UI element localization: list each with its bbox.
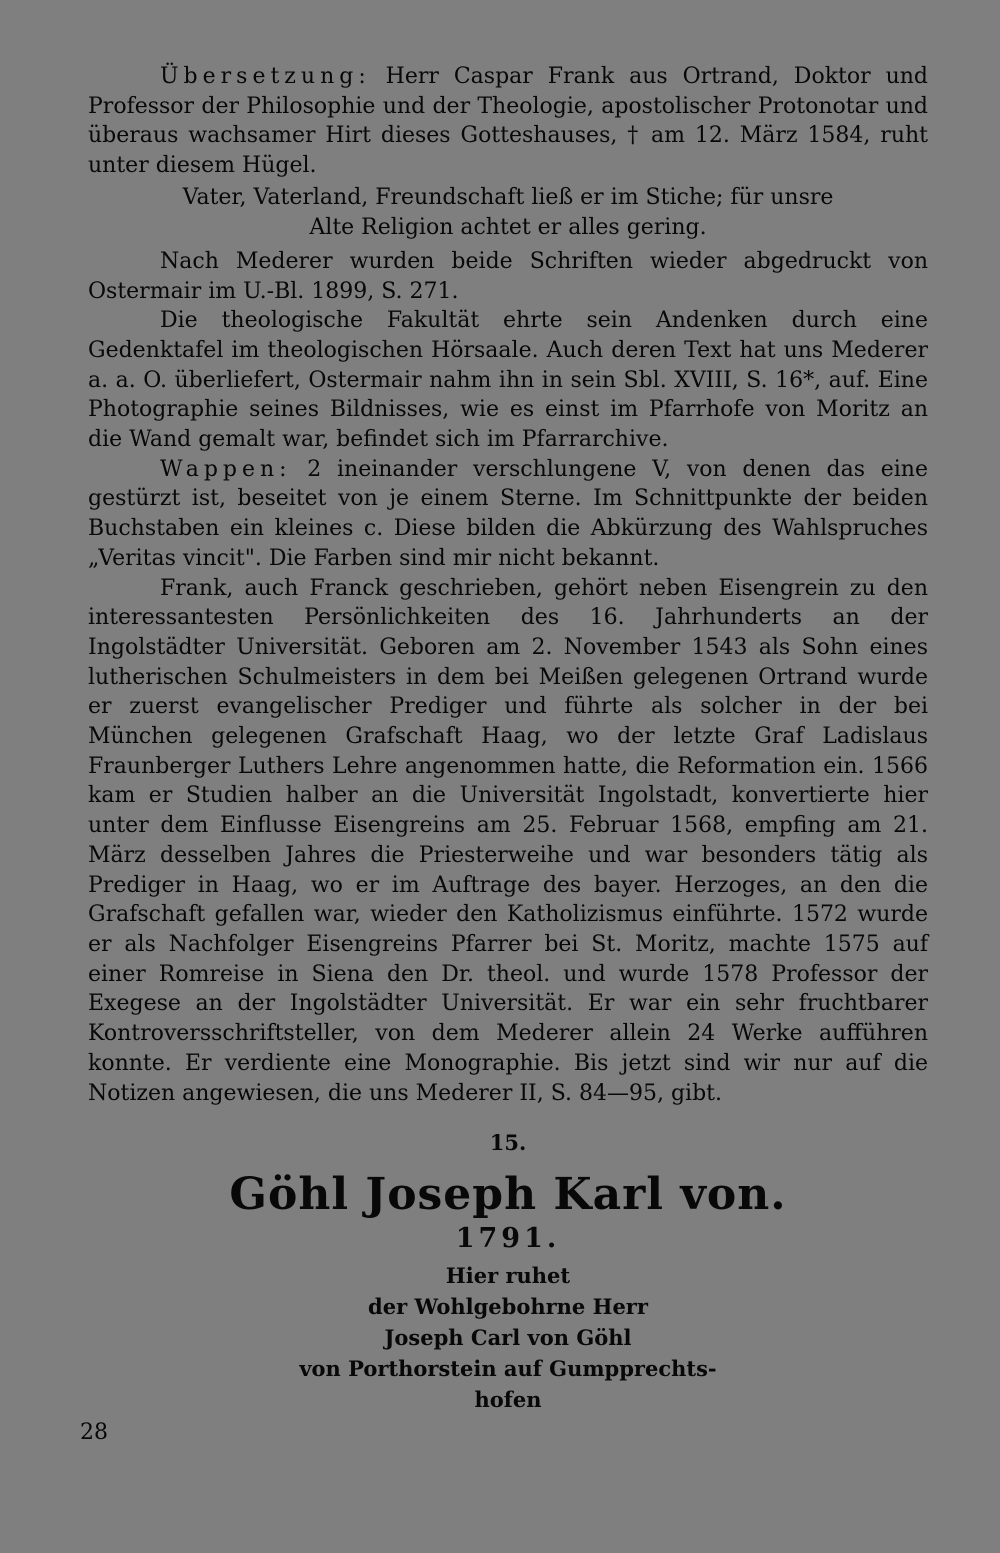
verse-line-1: Vater, Vaterland, Freundschaft ließ er im Stiche; für unsre xyxy=(182,184,834,210)
paragraph-faculty: Die theologische Fakultät ehrte sein Andenken durch eine Gedenktafel im theologischen Hörsaale. Auch deren Text hat uns Mederer a. a. O. überliefert, Ostermair nahm ihn in sein Sbl. XVIII, S. 16*, auf. Eine Photographie seines Bildnisses, wie es einst im Pfarrhofe von Moritz an die Wand gemalt war, befindet sich im Pfarrarchive. xyxy=(88,308,928,453)
wappen-text: 2 ineinander verschlungene V, von denen das eine gestürzt ist, beseitet von je einem Sterne. Im Schnittpunkte der beiden Buchstaben ein kleines c. Diese bilden die Abkürzung des Wahlspruches „Veritas vincit". Die Farben sind mir nicht bekannt. xyxy=(88,456,928,571)
inscription-line-4: von Porthorstein auf Gumpprechts- xyxy=(299,1356,717,1382)
translation-text: Herr Caspar Frank aus Ortrand, Doktor und Professor der Philosophie und der Theologie, apostolischer Protonotar und überaus wachsamer Hirt dieses Gotteshauses, † am 12. März 1584, ruht unter diesem Hügel. xyxy=(88,64,928,179)
translation-label: Übersetzung: xyxy=(160,64,371,89)
wappen-label: Wappen: xyxy=(160,456,292,482)
inscription-line-2: der Wohlgebohrne Herr xyxy=(368,1294,648,1320)
inscription-line-5: hofen xyxy=(474,1387,542,1413)
page-content xyxy=(88,62,928,1415)
paragraph-mederer: Nach Mederer wurden beide Schriften wieder abgedruckt von Ostermair im U.-Bl. 1899, S. 271. xyxy=(88,248,928,304)
verse-line-2: Alte Religion achtet er alles gering. xyxy=(309,214,707,240)
section-title: Göhl Joseph Karl von. xyxy=(229,1169,787,1221)
section-number: 15. xyxy=(489,1130,527,1156)
inscription-line-1: Hier ruhet xyxy=(445,1263,571,1289)
wappen-paragraph xyxy=(88,455,928,574)
section-year: 1791. xyxy=(455,1223,561,1255)
inscription-line-3: Joseph Carl von Göhl xyxy=(384,1325,632,1351)
biography-paragraph: Frank, auch Franck geschrieben, gehört neben Eisengrein zu den interessantesten Persönlichkeiten des 16. Jahrhunderts an der Ingolstädter Universität. Geboren am 2. November 1543 als Sohn eines lutherischen Schulmeisters in dem bei Meißen gelegenen Ortrand wurde er zuerst evangelischer Prediger und führte als solcher in der bei München gelegenen Grafschaft Haag, wo der letzte Graf Ladislaus Fraunberger Luthers Lehre angenommen hatte, die Reformation ein. 1566 kam er Studien halber an die Universität Ingolstadt, konvertierte hier unter dem Einflusse Eisengreins am 25. Februar 1568, empfing am 21. März desselben Jahres die Priesterweihe und war besonders tätig als Prediger in Haag, wo er im Auftrage des bayer. Herzoges, an den die Grafschaft gefallen war, wieder den Katholizismus einführte. 1572 wurde er als Nachfolger Eisengreins Pfarrer bei St. Moritz, machte 1575 auf einer Romreise in Siena den Dr. theol. und wurde 1578 Professor der Exegese an der Ingolstädter Universität. Er war ein sehr fruchtbarer Kontroversschriftsteller, von dem Mederer allein 24 Werke aufführen konnte. Er verdiente eine Monographie. Bis jetzt sind wir nur auf die Notizen angewiesen, die uns Mederer II, S. 84—95, gibt. xyxy=(88,575,928,1106)
translation-paragraph xyxy=(88,62,928,181)
verse xyxy=(88,183,928,243)
page-number: 28 xyxy=(80,1420,108,1445)
inscription xyxy=(88,1260,928,1415)
